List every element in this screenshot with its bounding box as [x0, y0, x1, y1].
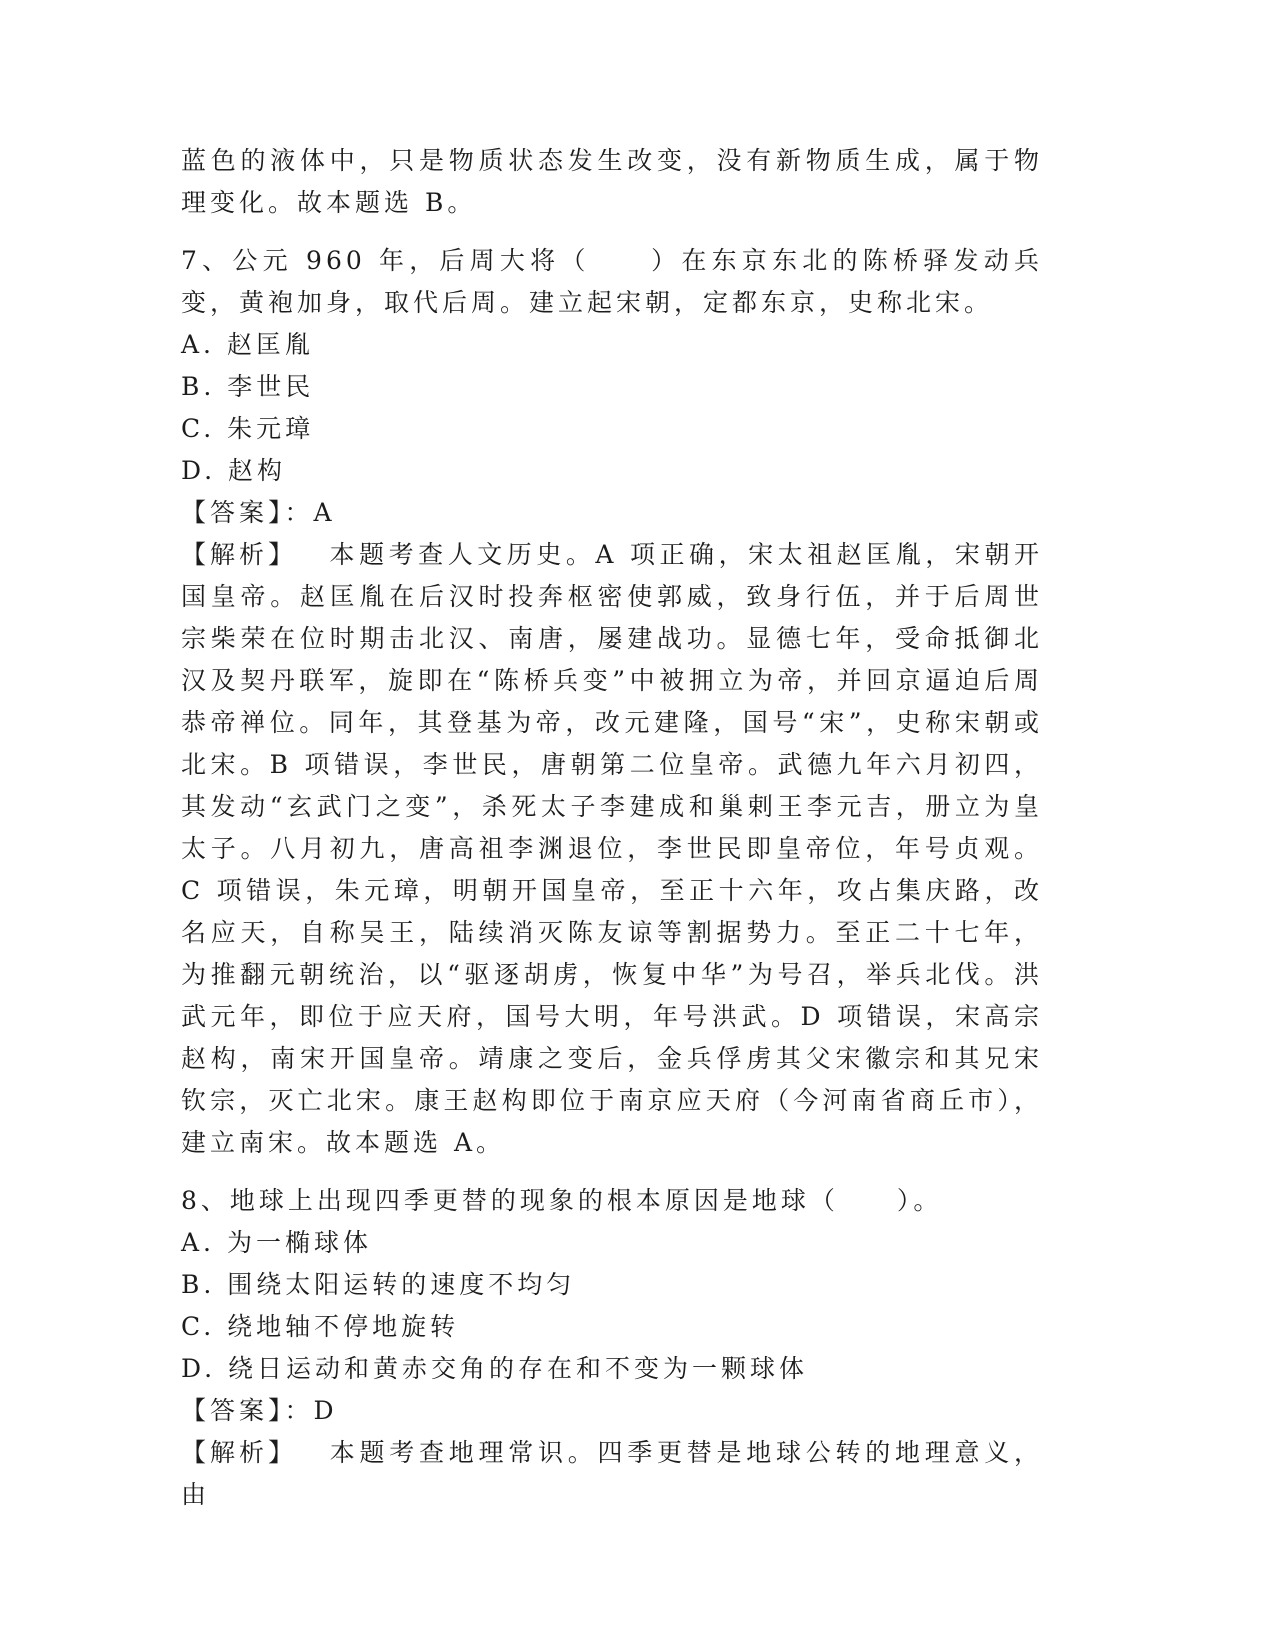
option-b: B. 李世民	[181, 372, 315, 401]
option-b: B. 围绕太阳运转的速度不均匀	[181, 1270, 576, 1299]
question-spacer	[181, 224, 1043, 240]
option-c: C. 绕地轴不停地旋转	[181, 1312, 460, 1341]
explanation	[181, 534, 1043, 1164]
option-a: A. 赵匡胤	[181, 330, 314, 359]
explanation-label: 【解析】	[181, 1438, 298, 1467]
previous-explanation-continuation: 蓝色的液体中，只是物质状态发生改变，没有新物质生成，属于物理变化。故本题选 B。	[181, 146, 1043, 217]
question-8	[181, 1180, 1043, 1516]
option-a: A. 为一椭球体	[181, 1228, 372, 1257]
document-body	[181, 140, 1043, 1516]
explanation-text: 本题考查人文历史。A 项正确，宋太祖赵匡胤，宋朝开国皇帝。赵匡胤在后汉时投奔枢密使郭威，致身行伍，并于后周世宗柴荣在位时期击北汉、南唐，屡建战功。显德七年，受命抵御北汉及契丹联军，旋即在“陈桥兵变”中被拥立为帝，并回京逼迫后周恭帝禅位。同年，其登基为帝，改元建隆，国号“宋”，史称宋朝或北宋。B 项错误，李世民，唐朝第二位皇帝。武德九年六月初四，其发动“玄武门之变”，杀死太子李建成和巢剌王李元吉，册立为皇太子。八月初九，唐高祖李渊退位，李世民即皇帝位，年号贞观。C 项错误，朱元璋，明朝开国皇帝，至正十六年，攻占集庆路，改名应天，自称吴王，陆续消灭陈友谅等割据势力。至正二十七年，为推翻元朝统治，以“驱逐胡虏，恢复中华”为号召，举兵北伐。洪武元年，即位于应天府，国号大明，年号洪武。D 项错误，宋高宗赵构，南宋开国皇帝。靖康之变后，金兵俘虏其父宋徽宗和其兄宋钦宗，灭亡北宋。康王赵构即位于南京应天府（今河南省商丘市），建立南宋。故本题选 A。	[181, 540, 1043, 1157]
explanation-label: 【解析】	[181, 540, 298, 569]
question-stem: 7、公元 960 年，后周大将（ ）在东京东北的陈桥驿发动兵变，黄袍加身，取代后周。建立起宋朝，定都东京，史称北宋。	[181, 246, 1043, 317]
option-d: D. 赵构	[181, 456, 287, 485]
question-stem: 8、地球上出现四季更替的现象的根本原因是地球（ ）。	[181, 1186, 943, 1215]
question-spacer	[181, 1164, 1043, 1180]
option-c: C. 朱元璋	[181, 414, 315, 443]
answer-line: 【答案】：D	[181, 1396, 338, 1425]
answer-line: 【答案】：A	[181, 498, 336, 527]
option-d: D. 绕日运动和黄赤交角的存在和不变为一颗球体	[181, 1354, 809, 1383]
explanation-text: 本题考查地理常识。四季更替是地球公转的地理意义，由	[181, 1438, 1043, 1509]
explanation	[181, 1432, 1043, 1516]
question-7	[181, 240, 1043, 1164]
